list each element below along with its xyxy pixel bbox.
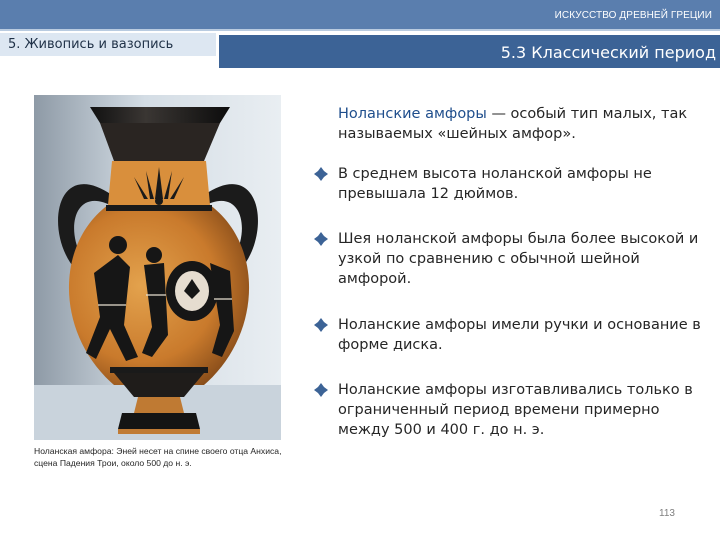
bullet-item xyxy=(314,380,712,440)
page-number: 113 xyxy=(659,508,675,519)
subsection-title-bar xyxy=(219,35,720,68)
top-bar-divider xyxy=(0,29,720,31)
bullet-text: Ноланские амфоры имели ручки и основание в форме диска. xyxy=(338,317,701,353)
bullet-item xyxy=(314,164,712,204)
intro-text: — особый тип малых, так называемых «шейных амфор». xyxy=(338,106,688,142)
bullet-text: В среднем высота ноланской амфоры не превышала 12 дюймов. xyxy=(338,166,652,202)
section-label: 5. Живопись и вазопись xyxy=(8,37,174,52)
bullet-item xyxy=(314,315,712,355)
intro-term: Ноланские амфоры xyxy=(338,106,487,122)
diamond-bullet-icon xyxy=(314,167,328,181)
section-label-box xyxy=(0,33,216,56)
diamond-bullet-icon xyxy=(314,383,328,397)
diamond-bullet-icon xyxy=(314,232,328,246)
intro-paragraph xyxy=(338,104,710,144)
presentation-title: ИСКУССТВО ДРЕВНЕЙ ГРЕЦИИ xyxy=(554,10,712,21)
bullet-text: Ноланские амфоры изготавливались только в ограниченный период времени примерно между 500 и 400 г. до н. э. xyxy=(338,382,693,438)
top-bar xyxy=(0,0,720,29)
bullet-item xyxy=(314,229,712,289)
subsection-title: 5.3 Классический период xyxy=(500,43,716,62)
amphora-photo xyxy=(34,95,281,440)
diamond-bullet-icon xyxy=(314,318,328,332)
photo-caption: Ноланская амфора: Эней несет на спине своего отца Анхиса, сцена Падения Трои, около 500 до н. э. xyxy=(34,446,282,468)
bullet-text: Шея ноланской амфоры была более высокой и узкой по сравнению с обычной шейной амфорой. xyxy=(338,231,699,287)
